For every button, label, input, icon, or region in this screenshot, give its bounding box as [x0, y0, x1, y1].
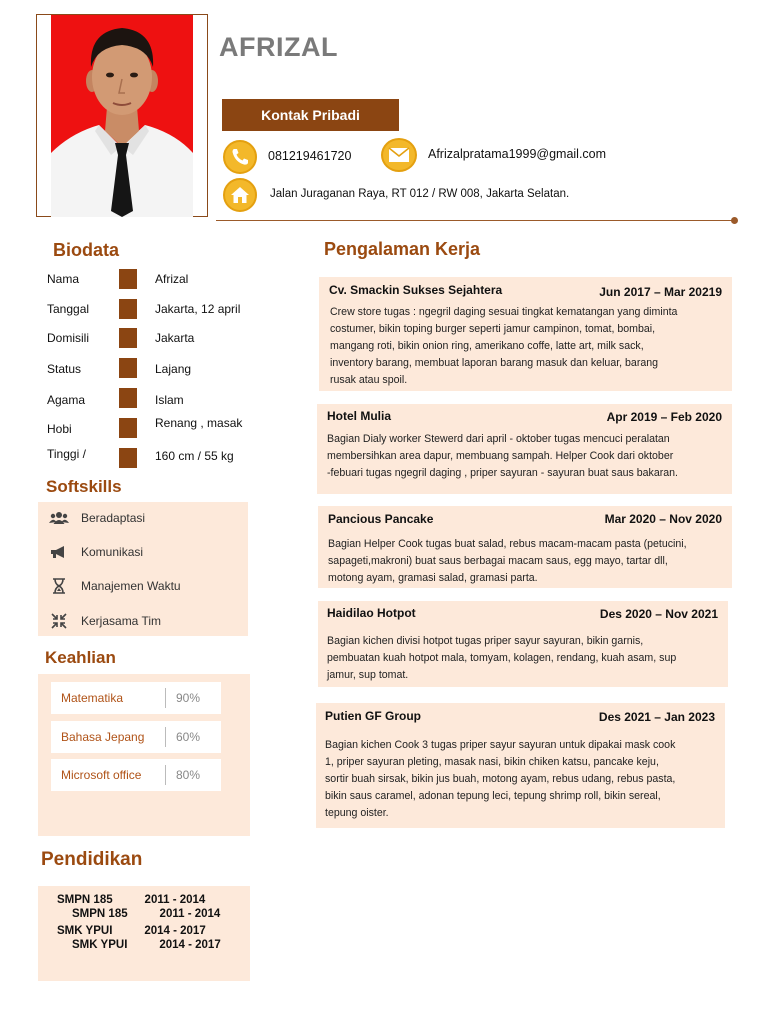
softskill-label: Manajemen Waktu	[81, 579, 181, 593]
softskill-label: Beradaptasi	[81, 511, 146, 525]
skill-card	[51, 682, 221, 714]
keahlian-panel	[38, 674, 250, 836]
job-date: Des 2020 – Nov 2021	[599, 607, 718, 621]
skill-card	[51, 721, 221, 753]
people-group-icon	[48, 511, 70, 525]
job-description-line: Bagian Helper Cook tugas buat salad, rebus macam-macam pasta (petucini,	[328, 538, 687, 550]
job-date: Mar 2020 – Nov 2020	[604, 512, 722, 526]
profile-photo-frame	[36, 14, 208, 217]
job-company: Cv. Smackin Sukses Sejahtera	[329, 283, 503, 297]
education-entry: SMK YPUI 2014 - 2017	[57, 925, 206, 937]
job-description	[327, 633, 676, 684]
skill-value: 90%	[176, 691, 201, 705]
job-description-line: costumer, bikin toping burger seperti jamur campinon, tomat, bombai,	[330, 323, 656, 335]
bio-marker	[119, 358, 137, 378]
job-company: Hotel Mulia	[327, 409, 392, 423]
home-icon	[223, 178, 257, 212]
bio-value-agama: Islam	[155, 393, 184, 407]
skill-divider	[165, 765, 166, 785]
job-description-line: rusak atau spoil.	[330, 374, 408, 386]
bio-label-status: Status	[47, 362, 82, 376]
job-description	[325, 737, 721, 822]
experience-card	[318, 506, 732, 588]
softskills-title: Softskills	[46, 477, 122, 496]
job-description-line: sapageti,makroni) buat saus berbagai macam saus, egg mayo, tartar dll,	[328, 555, 668, 567]
bio-label-tanggal: Tanggal	[47, 302, 90, 316]
softskill-label: Kerjasama Tim	[81, 614, 162, 628]
education-entry: SMK YPUI 2014 - 2017	[72, 939, 221, 951]
job-description-line: motong ayam, gramasi salad, gramasi parta.	[328, 572, 538, 584]
experience-title: Pengalaman Kerja	[324, 239, 481, 259]
profile-photo	[51, 15, 193, 217]
bio-marker	[119, 269, 137, 289]
bio-label-hobi: Hobi	[47, 422, 72, 436]
skill-card	[51, 759, 221, 791]
bio-marker	[119, 448, 137, 468]
skill-name: Bahasa Jepang	[61, 730, 145, 744]
bio-label-agama: Agama	[47, 393, 86, 407]
phone-number: 081219461720	[268, 149, 352, 163]
job-description-line: Bagian Dialy worker Stewerd dari april - oktober tugas mencuci peralatan	[327, 433, 670, 445]
skill-name: Matematika	[61, 691, 124, 705]
job-description	[328, 536, 687, 587]
softskills-panel	[38, 502, 248, 636]
contact-section-title: Kontak Pribadi	[222, 99, 399, 131]
bio-value-domisili: Jakarta	[155, 331, 195, 345]
email-address: Afrizalpratama1999@gmail.com	[428, 147, 607, 161]
job-description-line: bikin saus caramel, adonan tepung leci, tepung shrimp roll, bikin sereal,	[325, 790, 661, 802]
job-company: Haidilao Hotpot	[327, 606, 416, 620]
job-description-line: tepung oister.	[325, 807, 389, 819]
softskill-item	[48, 511, 145, 525]
job-date: Jun 2017 – Mar 20219	[599, 285, 722, 299]
hourglass-icon	[48, 578, 70, 594]
phone-icon	[223, 140, 257, 174]
header-divider	[216, 220, 734, 221]
skill-divider	[165, 688, 166, 708]
job-date: Apr 2019 – Feb 2020	[606, 410, 722, 424]
job-description-line: inventory barang, membuat laporan barang masuk dan keluar, barang	[330, 357, 659, 369]
skill-value: 80%	[176, 768, 201, 782]
pendidikan-title: Pendidikan	[41, 849, 143, 870]
bio-marker	[119, 418, 137, 438]
education-entry: SMPN 185 2011 - 2014	[72, 908, 221, 920]
bio-value-hobi: Renang , masak	[155, 416, 243, 430]
skill-divider	[165, 727, 166, 747]
experience-card	[319, 277, 732, 391]
experience-card	[316, 703, 725, 828]
job-description-line: sortir buah sirsak, bikin jus buah, motong ayam, rebus udang, rebus pasta,	[325, 773, 676, 785]
skill-value: 60%	[176, 730, 201, 744]
header-divider-dot	[731, 217, 738, 224]
bio-marker	[119, 299, 137, 319]
bio-label-nama: Nama	[47, 272, 80, 286]
keahlian-title: Keahlian	[45, 648, 116, 667]
job-company: Pancious Pancake	[328, 512, 434, 526]
bio-label-tinggi: Tinggi /	[47, 447, 86, 461]
email-icon	[381, 138, 417, 172]
pendidikan-panel	[38, 886, 250, 981]
bio-label-domisili: Domisili	[47, 331, 89, 345]
bio-value-tinggi: 160 cm / 55 kg	[155, 449, 234, 463]
experience-card	[317, 404, 732, 494]
job-description-line: membersihkan area dapur, membuang sampah. Helper Cook dari oktober	[327, 450, 674, 462]
job-description-line: jamur, sup tomat.	[327, 669, 409, 681]
home-address: Jalan Juraganan Raya, RT 012 / RW 008, Jakarta Selatan.	[270, 188, 570, 200]
bio-marker	[119, 328, 137, 348]
softskill-item	[48, 578, 181, 594]
job-company: Putien GF Group	[325, 709, 421, 723]
job-description-line: mangang roti, bikin onion ring, amerikano coffe, latte art, milk sack,	[330, 340, 644, 352]
skill-name: Microsoft office	[61, 768, 142, 782]
job-description-line: Bagian kichen Cook 3 tugas priper sayur sayuran untuk dipakai mask cook	[325, 739, 676, 751]
job-description-line: Bagian kichen divisi hotpot tugas priper sayur sayuran, bikin garnis,	[327, 635, 644, 647]
job-description-line: Crew store tugas : ngegril daging sesuai tingkat kematangan yang diminta	[330, 306, 678, 318]
bio-value-tanggal: Jakarta, 12 april	[155, 302, 241, 316]
softskill-label: Komunikasi	[81, 545, 144, 559]
softskill-item	[48, 545, 143, 559]
collapse-arrows-icon	[48, 613, 70, 629]
education-entry: SMPN 185 2011 - 2014	[57, 894, 206, 906]
job-description-line: 1, priper sayuran pleting, masak nasi, bikin chiken katsu, pancake keju,	[325, 756, 659, 768]
job-description-line: -febuari tugas ngegril daging , priper sayuran - sayuran buat saus bakaran.	[327, 467, 678, 479]
experience-card	[318, 601, 728, 687]
job-description	[330, 304, 677, 389]
biodata-title: Biodata	[53, 240, 120, 260]
softskill-item	[48, 613, 161, 629]
job-date: Des 2021 – Jan 2023	[598, 710, 715, 724]
bio-marker	[119, 388, 137, 408]
megaphone-icon	[48, 545, 70, 559]
bio-value-nama: Afrizal	[155, 272, 189, 286]
job-description	[327, 431, 678, 482]
job-description-line: pembuatan kuah hotpot mala, tomyam, kolagen, rendang, kuah asam, sup	[327, 652, 677, 664]
candidate-name: AFRIZAL	[219, 32, 338, 62]
bio-value-status: Lajang	[155, 362, 192, 376]
